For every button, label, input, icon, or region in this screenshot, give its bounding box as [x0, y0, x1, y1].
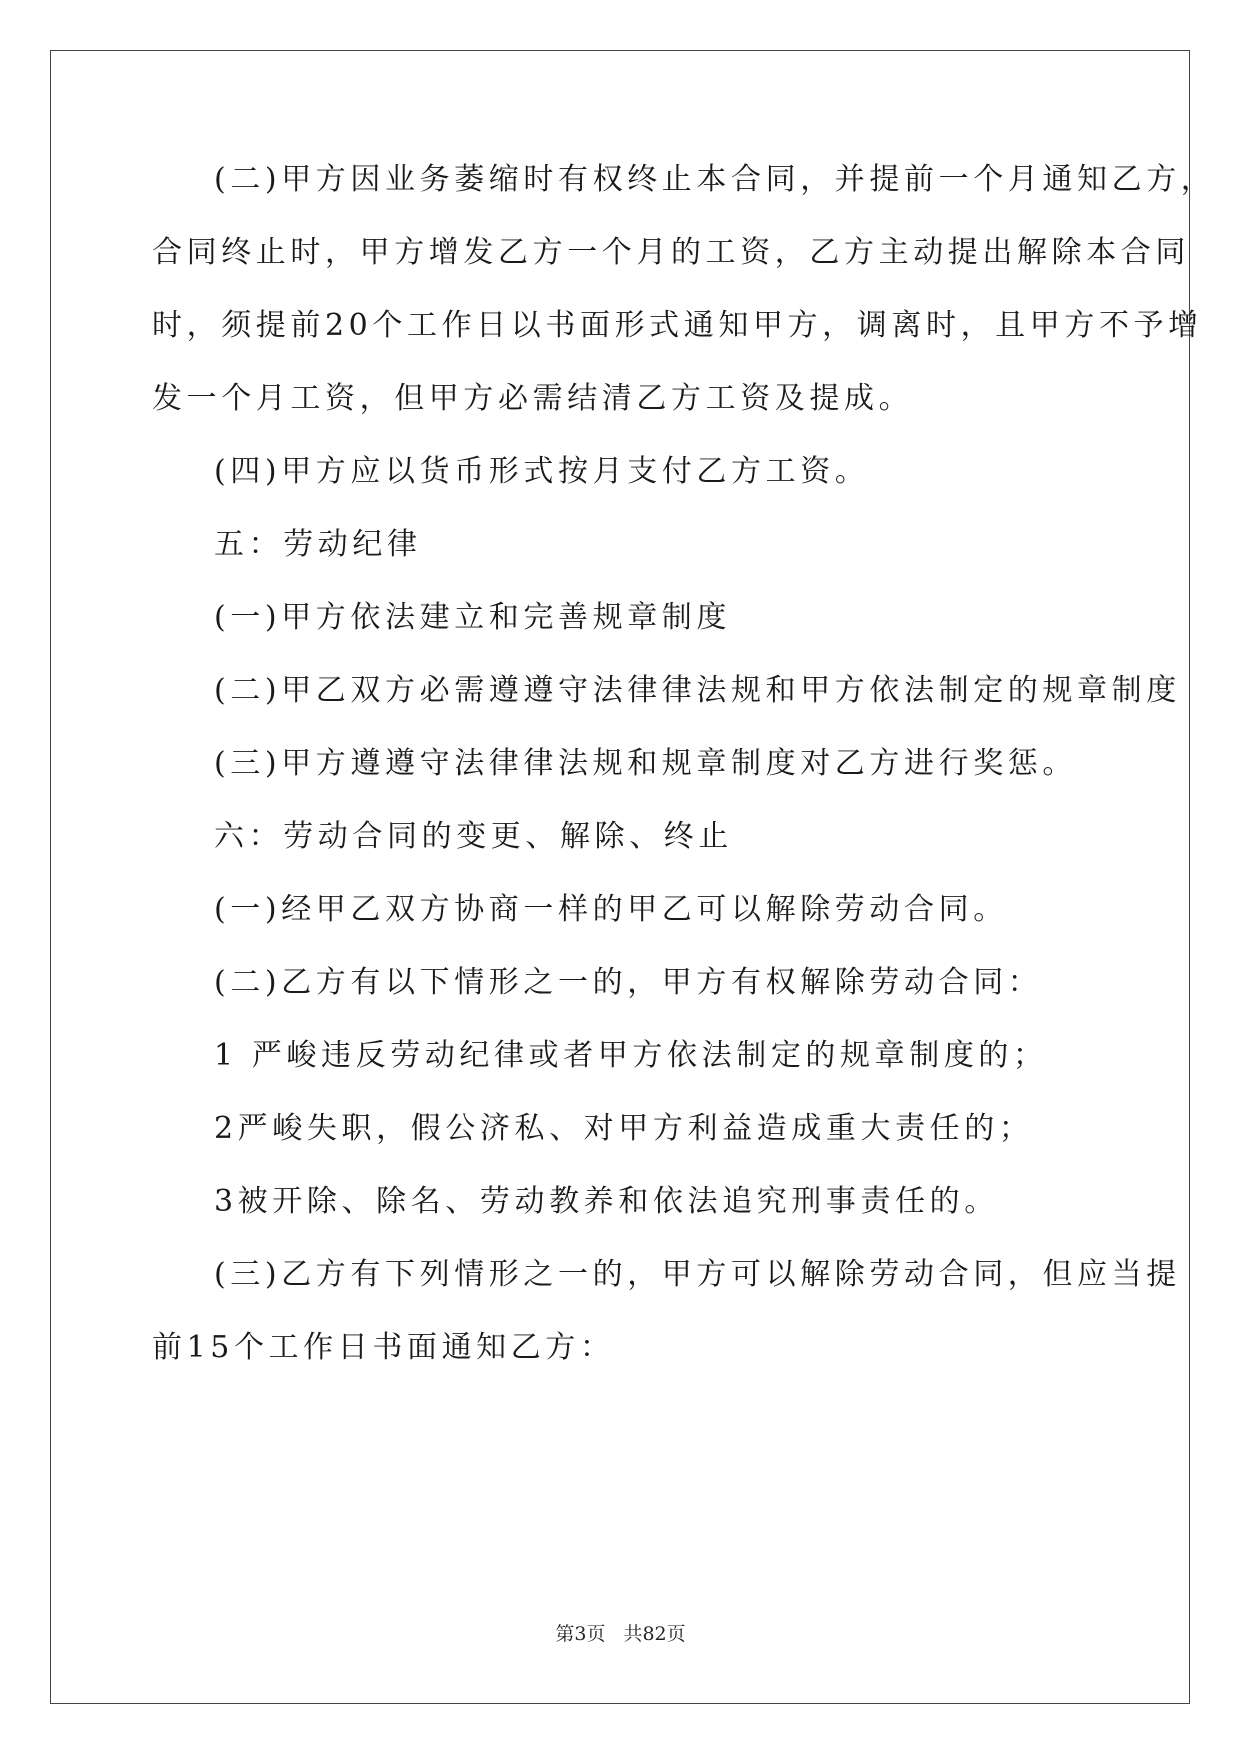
paragraph-line: (三)甲方遵遵守法律律法规和规章制度对乙方进行奖惩。	[214, 746, 1078, 781]
paragraph-line: 时，须提前20个工作日以书面形式通知甲方，调离时，且甲方不予增	[152, 308, 1203, 343]
paragraph-line: 发一个月工资，但甲方必需结清乙方工资及提成。	[152, 381, 914, 416]
paragraph-line: (二)甲方因业务萎缩时有权终止本合同，并提前一个月通知乙方，	[214, 162, 1216, 197]
list-item: 3被开除、除名、劳动教养和依法追究刑事责任的。	[214, 1184, 999, 1219]
paragraph-line: (四)甲方应以货币形式按月支付乙方工资。	[214, 454, 870, 489]
list-item: 2严峻失职，假公济私、对甲方利益造成重大责任的；	[214, 1111, 1034, 1146]
paragraph-line: 合同终止时，甲方增发乙方一个月的工资，乙方主动提出解除本合同	[152, 235, 1190, 270]
paragraph-line: (二)甲乙双方必需遵遵守法律律法规和甲方依法制定的规章制度	[214, 673, 1181, 708]
list-item: 1 严峻违反劳动纪律或者甲方依法制定的规章制度的；	[214, 1038, 1048, 1073]
page-total: 共82页	[623, 1623, 686, 1645]
paragraph-line: (一)经甲乙双方协商一样的甲乙可以解除劳动合同。	[214, 892, 1008, 927]
page-number: 第3页	[555, 1623, 606, 1645]
section-heading: 五：劳动纪律	[214, 527, 422, 562]
paragraph-line: 前15个工作日书面通知乙方：	[152, 1330, 615, 1365]
paragraph-line: (三)乙方有下列情形之一的，甲方可以解除劳动合同，但应当提	[214, 1257, 1181, 1292]
page-footer	[0, 1622, 1241, 1646]
page-border	[50, 50, 1190, 1704]
paragraph-line: (二)乙方有以下情形之一的，甲方有权解除劳动合同：	[214, 965, 1043, 1000]
paragraph-line: (一)甲方依法建立和完善规章制度	[214, 600, 732, 635]
section-heading: 六：劳动合同的变更、解除、终止	[214, 819, 733, 854]
